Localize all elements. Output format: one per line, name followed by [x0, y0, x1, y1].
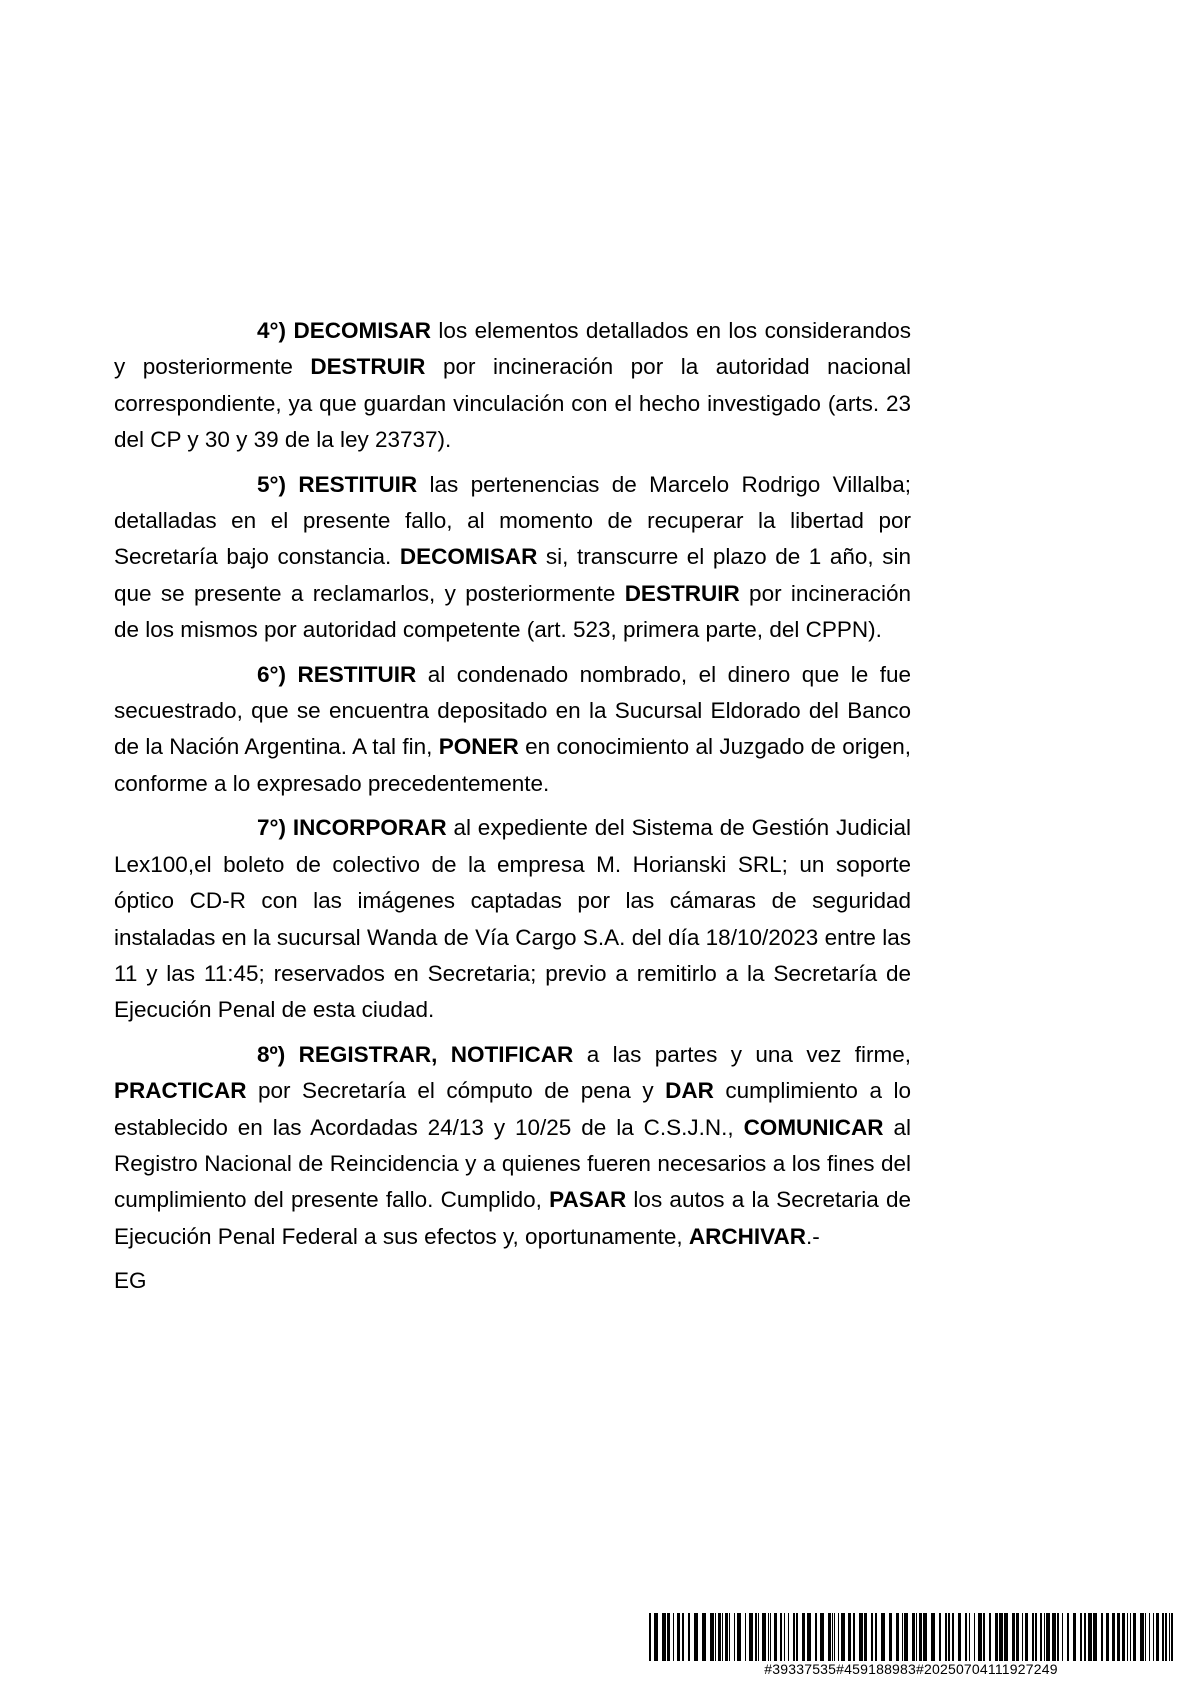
resolution-item [114, 810, 911, 1028]
barcode-block [649, 1613, 1173, 1681]
barcode-image [649, 1613, 1173, 1661]
item-text: si, transcurre el plazo de 1 año, sin que se presente a reclamarlos, y posteriormente [114, 544, 911, 606]
item-text: al Registro Nacional de Reincidencia y a quienes fueren necesarios a los fines del cumplimiento del presente fallo. Cumplido, [114, 1114, 911, 1213]
bold-directive: COMUNICAR [743, 1114, 884, 1140]
bold-directive: PRACTICAR [114, 1078, 247, 1104]
bold-directive: REGISTRAR, NOTIFICAR [298, 1041, 574, 1067]
bold-directive: RESTITUIR [297, 661, 417, 687]
resolution-items [114, 313, 911, 1255]
item-text: los autos a la Secretaria de Ejecución Penal Federal a sus efectos y, oportunamente, [114, 1187, 911, 1249]
item-number: 8º) [257, 1041, 286, 1067]
resolution-item [114, 1037, 911, 1255]
bold-directive: DECOMISAR [399, 544, 538, 570]
bold-directive: DAR [665, 1078, 714, 1104]
item-text: al condenado nombrado, el dinero que le fue secuestrado, que se encuentra depositado en la Sucursal Eldorado del Banco de la Nación Argentina. A tal fin, [114, 661, 911, 760]
signature-initials: EG [114, 1268, 147, 1294]
item-text: en conocimiento al Juzgado de origen, conforme a lo expresado precedentemente. [114, 734, 911, 796]
item-text: las pertenencias de Marcelo Rodrigo Villalba; detalladas en el presente fallo, al momento de recuperar la libertad por Secretaría bajo constancia. [114, 471, 911, 570]
bold-directive: DESTRUIR [624, 580, 740, 606]
item-text: por Secretaría el cómputo de pena y [246, 1078, 666, 1104]
item-text: los elementos detallados en los considerandos y posteriormente [114, 318, 911, 380]
item-text: por incineración por la autoridad nacional correspondiente, ya que guardan vinculación con el hecho investigado (arts. 23 del CP y 30 y 39 de la ley 23737). [114, 354, 911, 453]
item-text: .- [806, 1223, 820, 1249]
item-number: 4°) [257, 318, 287, 343]
item-text: por incineración de los mismos por autoridad competente (art. 523, primera parte, del CPPN). [114, 580, 911, 643]
resolution-item [114, 467, 911, 649]
barcode-number: #39337535#459188983#20250704111927249 [764, 1661, 1058, 1677]
item-number: 6°) [257, 661, 287, 687]
bold-directive: PASAR [549, 1187, 627, 1213]
bold-directive: DECOMISAR [293, 318, 431, 343]
document-body [114, 313, 911, 1299]
item-text: cumplimiento a lo establecido en las Acordadas 24/13 y 10/25 de la C.S.J.N., [114, 1078, 911, 1140]
item-text: al expediente del Sistema de Gestión Judicial Lex100,el boleto de colectivo de la empresa M. Horianski SRL; un soporte óptico CD-R con las imágenes captadas por las cámaras de seguridad instaladas en la sucursal Wanda de Vía Cargo S.A. del día 18/10/2023 entre las 11 y las 11:45; reservados en Secretaria; previo a remitirlo a la Secretaría de Ejecución Penal de esta ciudad. [114, 815, 911, 1023]
item-number: 7°) [257, 815, 287, 841]
bold-directive: INCORPORAR [292, 815, 447, 841]
bold-directive: ARCHIVAR [688, 1223, 807, 1249]
item-text: a las partes y una vez firme, [573, 1041, 911, 1067]
resolution-item [114, 657, 911, 803]
resolution-item [114, 313, 911, 459]
bold-directive: DESTRUIR [310, 354, 426, 380]
bold-directive: RESTITUIR [298, 471, 418, 497]
item-number: 5°) [257, 471, 287, 497]
bold-directive: PONER [438, 734, 519, 760]
